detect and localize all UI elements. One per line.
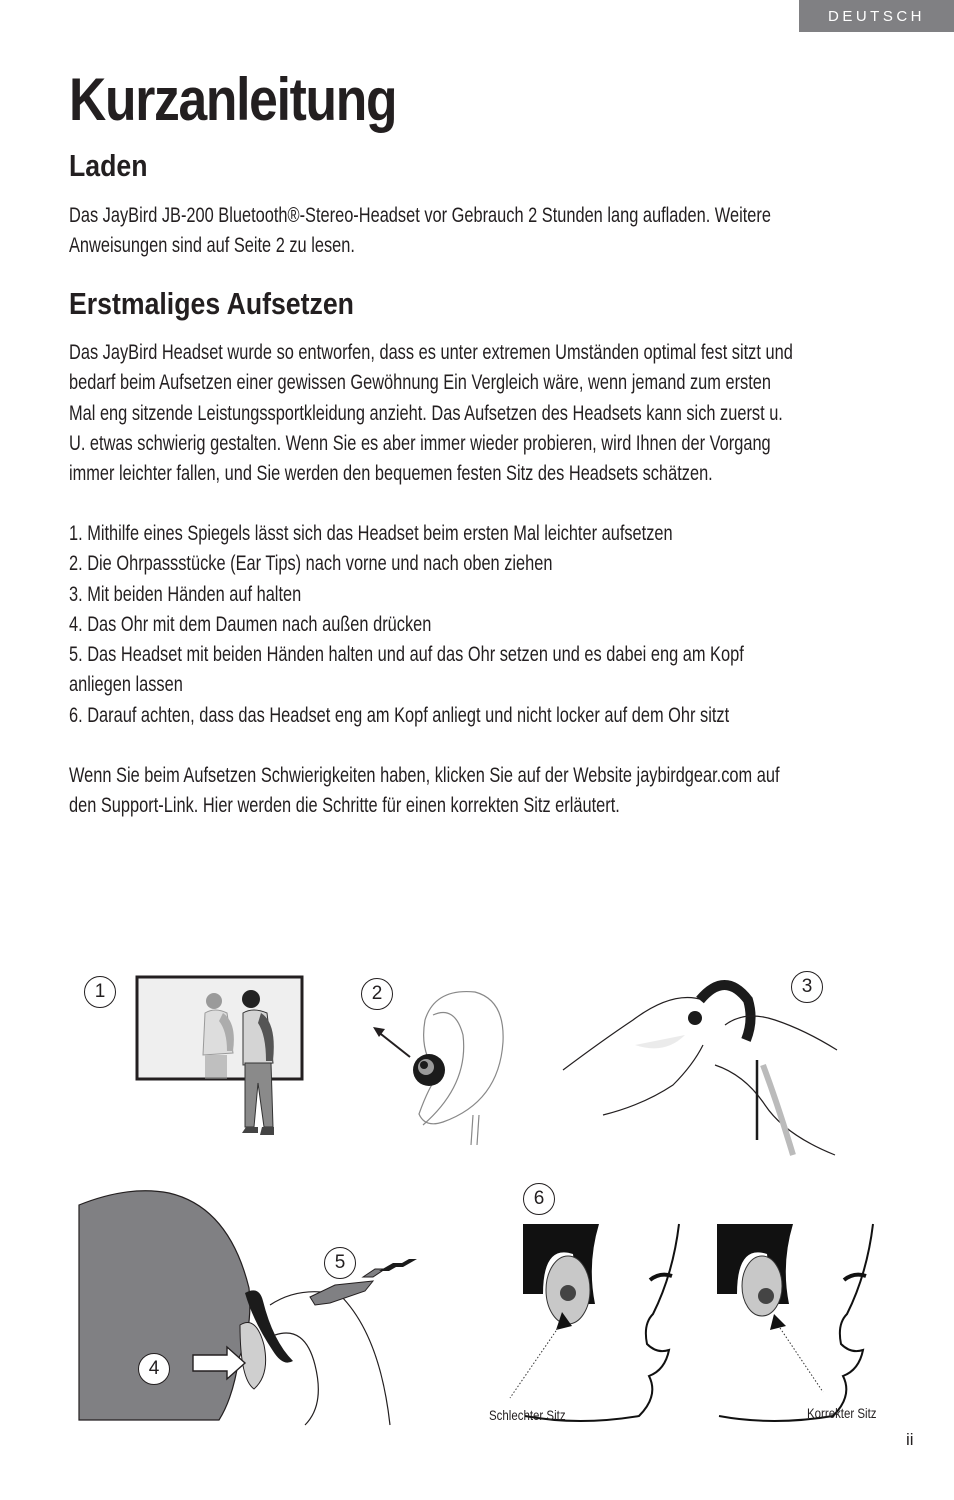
text-line: Das JayBird JB-200 Bluetooth®-Stereo-Headset vor Gebrauch 2 Stunden lang aufladen. Weitere bbox=[69, 204, 771, 227]
text-line: Das JayBird Headset wurde so entworfen, dass es unter extremen Umständen optimal fest sitzt und bbox=[69, 341, 793, 364]
step-number-badge: 6 bbox=[523, 1183, 555, 1215]
step-number-badge: 2 bbox=[361, 978, 393, 1010]
step-item: 1. Mithilfe eines Spiegels lässt sich das Headset beim ersten Mal leichter aufsetzen bbox=[69, 522, 673, 545]
step-number-badge: 4 bbox=[138, 1353, 170, 1385]
language-tab: DEUTSCH bbox=[799, 0, 954, 32]
fit-comparison-illustration bbox=[480, 1180, 900, 1430]
caption-good-fit: Korrekter Sitz bbox=[807, 1405, 877, 1421]
steps-list bbox=[69, 519, 744, 731]
step-item: 3. Mit beiden Händen auf halten bbox=[69, 582, 302, 606]
text-line: immer leichter fallen, und Sie werden den bequemen festen Sitz des Headsets schätzen. bbox=[69, 462, 713, 486]
step-number-badge: 1 bbox=[84, 976, 116, 1008]
figure-2-ear-tip bbox=[355, 965, 525, 1155]
text-line: den Support-Link. Hier werden die Schritte für einen korrekten Sitz erläutert. bbox=[69, 794, 620, 818]
page-title: Kurzanleitung bbox=[69, 66, 397, 133]
step-item-continued: anliegen lassen bbox=[69, 673, 183, 697]
step-number-badge: 3 bbox=[791, 971, 823, 1003]
step-item: 6. Darauf achten, dass das Headset eng am Kopf anliegt und nicht locker auf dem Ohr sitzt bbox=[69, 703, 730, 727]
support-paragraph bbox=[69, 761, 780, 822]
step-item: 4. Das Ohr mit dem Daumen nach außen drücken bbox=[69, 612, 432, 636]
laden-paragraph bbox=[69, 201, 771, 262]
step-number-badge: 5 bbox=[324, 1247, 356, 1279]
figure-1-mirror bbox=[75, 965, 315, 1155]
caption-bad-fit: Schlechter Sitz bbox=[489, 1407, 566, 1423]
step-item: 5. Das Headset mit beiden Händen halten und auf das Ohr setzen und es dabei eng am Kopf bbox=[69, 643, 744, 667]
text-line: Anweisungen sind auf Seite 2 zu lesen. bbox=[69, 234, 355, 258]
page-number: ii bbox=[906, 1430, 914, 1449]
step-item: 2. Die Ohrpassstücke (Ear Tips) nach vorne und nach oben ziehen bbox=[69, 552, 553, 576]
figure-4-5-head-side bbox=[75, 1185, 425, 1430]
text-line: Wenn Sie beim Aufsetzen Schwierigkeiten haben, klicken Sie auf der Website jaybirdgear.com auf bbox=[69, 764, 780, 787]
text-line: Mal eng sitzende Leistungssportkleidung anzieht. Das Aufsetzen des Headsets kann sich zuerst u. bbox=[69, 401, 783, 425]
head-headset-illustration bbox=[75, 1185, 425, 1430]
figure-3-hands-holding bbox=[555, 965, 845, 1165]
figure-6-fit-comparison bbox=[480, 1180, 900, 1430]
text-line: U. etwas schwierig gestalten. Wenn Sie es aber immer wieder probieren, wird Ihnen der Vorgang bbox=[69, 431, 771, 455]
aufsetzen-intro-paragraph bbox=[69, 338, 793, 489]
section-heading-laden: Laden bbox=[69, 148, 148, 183]
text-line: bedarf beim Aufsetzen einer gewissen Gewöhnung Ein Vergleich wäre, wenn jemand zum ersten bbox=[69, 371, 772, 395]
section-heading-aufsetzen: Erstmaliges Aufsetzen bbox=[69, 286, 354, 321]
